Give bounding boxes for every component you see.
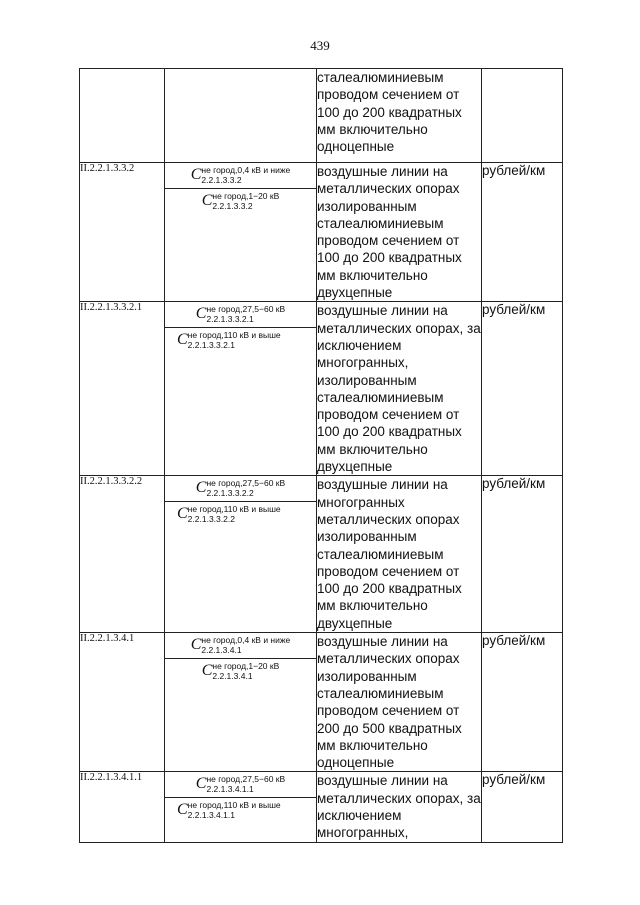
row-description: сталеалюминиевым проводом сечением от 100 до 200 квадратных мм включительно одноцепные — [317, 69, 482, 163]
formula-subscript: 2.2.1.3.4.1 — [212, 671, 253, 682]
formula-superscript: не город,110 кВ и выше — [187, 800, 281, 811]
formula-subscript: 2.2.1.3.3.2 — [212, 201, 253, 211]
formula-subscript: 2.2.1.3.3.2.1 — [187, 340, 235, 351]
row-code: II.2.2.1.3.4.1 — [80, 633, 165, 772]
page-number: 439 — [310, 38, 330, 53]
row-unit: рублей/км — [482, 302, 563, 476]
formula-symbol: C не город,1−20 кВ 2.2.1.3.3.2 — [165, 188, 316, 214]
formula-superscript: не город,1−20 кВ — [212, 661, 280, 672]
table-row — [80, 302, 563, 476]
formula-superscript: не город,1−20 кВ — [212, 191, 280, 201]
symbol-cell — [165, 633, 317, 772]
formula-symbol: C не город,1−20 кВ 2.2.1.3.4.1 — [165, 658, 316, 684]
row-unit: рублей/км — [482, 476, 563, 633]
formula-symbol: C не город,110 кВ и выше 2.2.1.3.3.2.1 — [165, 327, 316, 353]
row-description: воздушные линии на металлических опорах изолированным сталеалюминиевым проводом сечением от 100 до 200 квадратных мм включительно двухцепные — [317, 163, 482, 302]
symbol-cell — [165, 772, 317, 843]
row-description: воздушные линии на металлических опорах, за исключением многогранных, изолированным сталеалюминиевым проводом сечением от 100 до 200 квадратных мм включительно двухцепные — [317, 303, 481, 475]
row-description: воздушные линии на металлических опорах, за исключением многогранных, — [317, 772, 482, 843]
formula-subscript: 2.2.1.3.3.2.2 — [206, 488, 254, 499]
row-code — [80, 69, 165, 163]
row-unit: рублей/км — [482, 633, 563, 772]
formula-symbol: C не город,110 кВ и выше 2.2.1.3.4.1.1 — [165, 797, 316, 823]
row-code: II.2.2.1.3.3.2 — [80, 163, 165, 302]
formula-symbol: C не город,0,4 кВ и ниже 2.2.1.3.4.1 — [190, 635, 291, 656]
formula-superscript: не город,27,5−60 кВ — [206, 478, 286, 489]
formula-superscript: не город,110 кВ и выше — [187, 504, 281, 515]
formula-superscript: не город,0,4 кВ и ниже — [201, 635, 291, 646]
symbol-cell — [165, 163, 317, 302]
formula-subscript: 2.2.1.3.3.2.2 — [187, 514, 235, 525]
row-code: II.2.2.1.3.4.1.1 — [80, 772, 165, 843]
formula-subscript: 2.2.1.3.4.1.1 — [206, 784, 254, 795]
symbol-cell — [165, 302, 317, 476]
formula-subscript: 2.2.1.3.3.2 — [201, 175, 242, 185]
formula-subscript: 2.2.1.3.4.1.1 — [187, 810, 235, 821]
formula-superscript: не город,0,4 кВ и ниже — [201, 165, 291, 175]
formula-symbol: C не город,0,4 кВ и ниже 2.2.1.3.3.2 — [190, 165, 291, 185]
formula-subscript: 2.2.1.3.3.2.1 — [206, 314, 254, 325]
table-row — [80, 69, 563, 163]
row-code: II.2.2.1.3.3.2.2 — [80, 476, 165, 633]
formula-symbol: C не город,27,5−60 кВ 2.2.1.3.3.2.2 — [195, 478, 286, 499]
table-row — [80, 772, 563, 843]
formula-symbol: C не город,27,5−60 кВ 2.2.1.3.4.1.1 — [195, 774, 286, 795]
row-description: воздушные линии на металлических опорах изолированным сталеалюминиевым проводом сечением от 200 до 500 квадратных мм включительно одноцепные — [317, 633, 482, 772]
row-code: II.2.2.1.3.3.2.1 — [80, 302, 165, 476]
table-row — [80, 476, 563, 633]
row-unit: рублей/км — [482, 163, 563, 302]
row-unit — [482, 69, 563, 163]
formula-superscript: не город,27,5−60 кВ — [206, 774, 286, 785]
tariff-table — [79, 68, 563, 843]
formula-symbol: C не город,27,5−60 кВ 2.2.1.3.3.2.1 — [195, 304, 286, 325]
formula-superscript: не город,110 кВ и выше — [187, 330, 281, 341]
formula-subscript: 2.2.1.3.4.1 — [201, 645, 242, 656]
symbol-cell — [165, 69, 317, 163]
row-unit: рублей/км — [482, 772, 563, 843]
formula-superscript: не город,27,5−60 кВ — [206, 304, 286, 315]
row-description: воздушные линии на многогранных металлических опорах изолированным сталеалюминиевым проводом сечением от 100 до 200 квадратных мм включительно двухцепные — [317, 476, 482, 633]
formula-symbol: C не город,110 кВ и выше 2.2.1.3.3.2.2 — [165, 501, 316, 527]
table-row — [80, 163, 563, 302]
table-row — [80, 633, 563, 772]
symbol-cell — [165, 476, 317, 633]
